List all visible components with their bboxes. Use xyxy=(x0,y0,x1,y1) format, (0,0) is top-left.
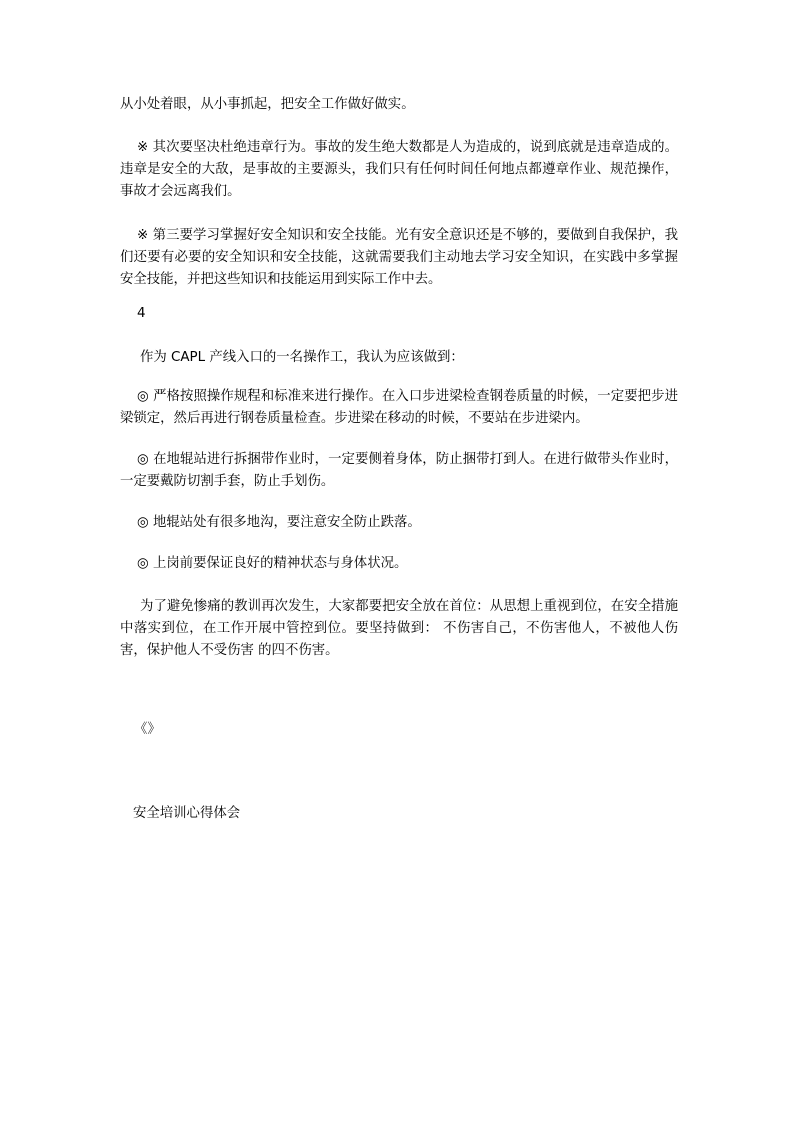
paragraph-small-things: 从小处着眼，从小事抓起，把安全工作做好做实。 xyxy=(120,97,415,112)
section-number: 4 xyxy=(137,306,146,321)
book-title-marks: 《》 xyxy=(134,722,161,737)
paragraph-trenches: ◎ 地辊站处有很多地沟，要注意安全防止跌落。 xyxy=(137,515,421,530)
paragraph-operator-intro: 作为 CAPL 产线入口的一名操作工，我认为应该做到： xyxy=(140,350,464,365)
document-title: 安全培训心得体会 xyxy=(133,806,241,821)
paragraph-no-violations: ※ 其次要坚决杜绝违章行为。事故的发生绝大数都是人为造成的，说到底就是违章造成的。违章是安全的大敌，是事故的主要源头，我们只有任何时间任何地点都遵章作业、规范操作，事故才会远离我们。 xyxy=(120,140,678,199)
paragraph-walking-beam: ◎ 严格按照操作规程和标准来进行操作。在入口步进梁检查钢卷质量的时候，一定要把步进梁锁定，然后再进行钢卷质量检查。步进梁在移动的时候，不要站在步进梁内。 xyxy=(120,389,678,426)
paragraph-conclusion: 为了避免惨痛的教训再次发生，大家都要把安全放在首位：从思想上重视到位，在安全措施中落实到位，在工作开展中管控到位。要坚持做到： 不伤害自己，不伤害他人，不被他人伤害，保护他人不受伤害 的四不伤害。 xyxy=(120,599,678,658)
paragraph-safety-knowledge: ※ 第三要学习掌握好安全知识和安全技能。光有安全意识还是不够的，要做到自我保护，我们还要有必要的安全知识和安全技能，这就需要我们主动地去学习安全知识，在实践中多掌握安全技能，并把这些知识和技能运用到实际工作中去。 xyxy=(120,228,678,287)
paragraph-mental-state: ◎ 上岗前要保证良好的精神状态与身体状况。 xyxy=(137,556,408,571)
paragraph-strapping: ◎ 在地辊站进行拆捆带作业时，一定要侧着身体，防止捆带打到人。在进行做带头作业时，一定要戴防切割手套，防止手划伤。 xyxy=(120,452,678,489)
